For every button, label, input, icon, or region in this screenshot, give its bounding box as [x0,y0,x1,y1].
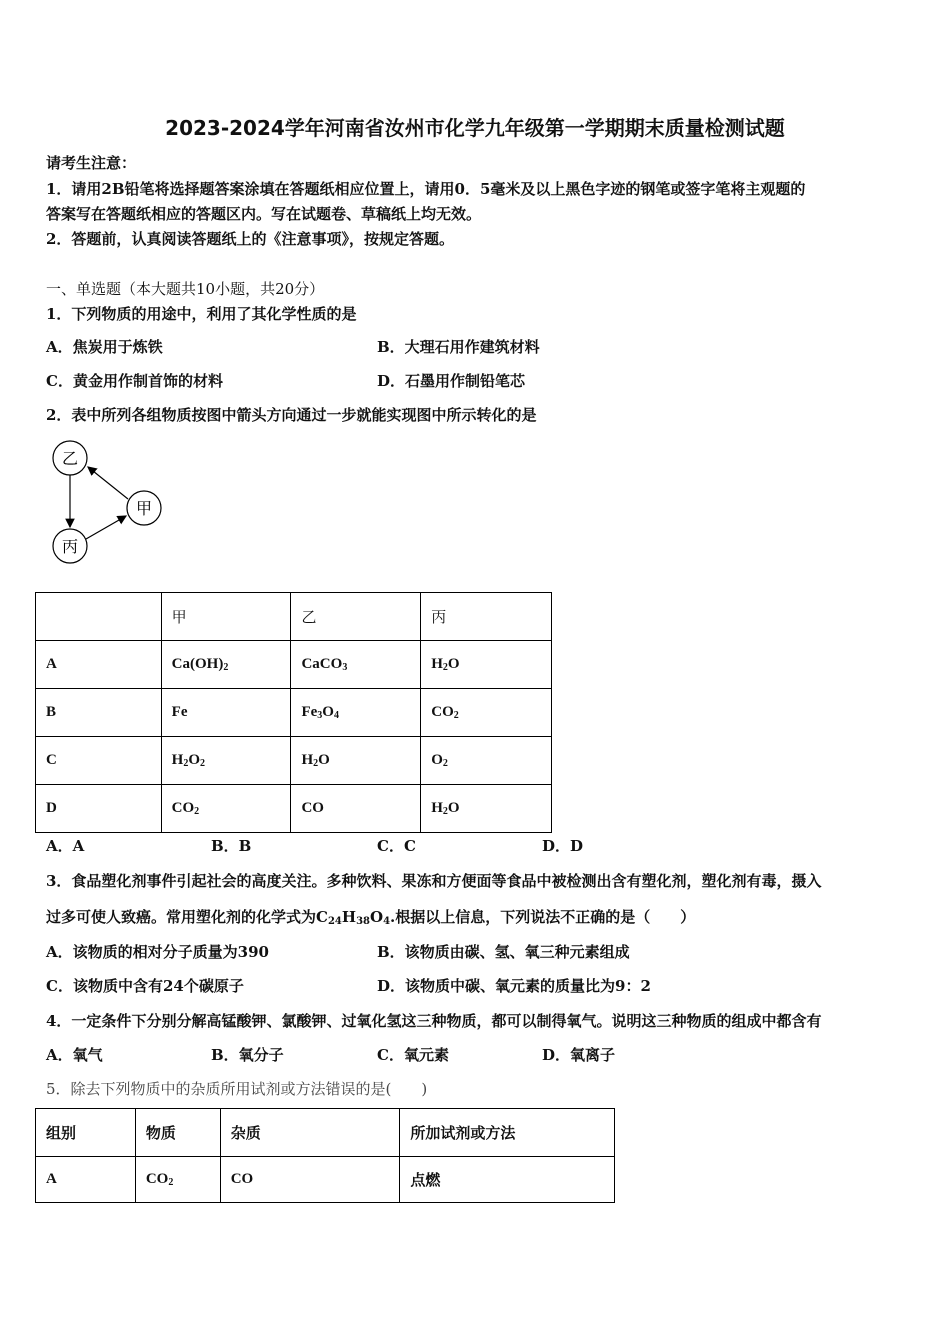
cell-yi: CaCO$_3$ [291,641,421,689]
q5-stem: 5．除去下列物质中的杂质所用试剂或方法错误的是( ) [46,1080,428,1098]
q1-stem: 1．下列物质的用途中，利用了其化学性质的是 [46,305,357,323]
notice-line-1b: 答案写在答题纸相应的答题区内。写在试题卷、草稿纸上均无效。 [46,205,482,223]
row-label: B [36,689,162,737]
arrow-bing-to-jia [86,516,126,539]
table-header-cell: 丙 [421,593,552,641]
q1-option-d: D．石墨用作制铅笔芯 [377,372,526,390]
cell-bing: $CO_2$ [421,689,552,737]
table-row [36,1157,615,1203]
node-yi-label: 乙 [61,449,79,468]
q1-option-b: B．大理石用作建筑材料 [377,338,540,356]
notice-line-2: 2．答题前，认真阅读答题纸上的《注意事项》，按规定答题。 [46,230,454,248]
q2-option-d: D．D [542,837,584,855]
row-label: A [36,1157,136,1203]
cell-yi: $H_2O$ [291,737,421,785]
q5-table [35,1108,615,1203]
q2-stem: 2．表中所列各组物质按图中箭头方向通过一步就能实现图中所示转化的是 [46,406,537,424]
table-header-cell: 甲 [161,593,291,641]
cell-yi: CO [291,785,421,833]
table-header-cell: 杂质 [220,1109,400,1157]
table-row [36,641,552,689]
table-header-row [36,1109,615,1157]
cell-impurity: CO [220,1157,400,1203]
q2-table [35,592,552,833]
row-label: D [36,785,162,833]
table-header-row [36,593,552,641]
cell-jia: $H_2O_2$ [161,737,291,785]
cell-bing: $H_2O$ [421,785,552,833]
conversion-diagram [40,432,180,572]
notice-line-1a: 1．请用2B铅笔将选择题答案涂填在答题纸相应位置上，请用0．5毫米及以上黑色字迹的钢笔或签字笔将主观题的 [46,180,806,198]
table-header-cell: 所加试剂或方法 [400,1109,615,1157]
q4-stem: 4．一定条件下分别分解高锰酸钾、氯酸钾、过氧化氢这三种物质，都可以制得氧气。说明这三种物质的组成中都含有 [46,1012,822,1030]
cell-bing: $H_2O$ [421,641,552,689]
node-jia-label: 甲 [135,499,153,518]
page-title: 2023-2024学年河南省汝州市化学九年级第一学期期末质量检测试题 [165,116,785,140]
q2-option-c: C．C [377,837,416,855]
q3-stem-line1: 3．食品塑化剂事件引起社会的高度关注。多种饮料、果冻和方便面等食品中被检测出含有塑化剂，塑化剂有毒，摄入 [46,872,822,890]
q1-option-a: A．焦炭用于炼铁 [46,338,163,356]
cell-jia: $CO_2$ [161,785,291,833]
cell-yi: $Fe_3O_4$ [291,689,421,737]
q4-option-d: D．氧离子 [542,1046,616,1064]
table-header-cell: 乙 [291,593,421,641]
table-row [36,785,552,833]
cell-substance: $CO_2$ [135,1157,220,1203]
q3-option-a: A．该物质的相对分子质量为390 [46,943,269,961]
table-row [36,689,552,737]
cell-bing: $O_2$ [421,737,552,785]
notice-heading: 请考生注意： [46,154,137,172]
table-row [36,737,552,785]
section-heading: 一、单选题（本大题共10小题，共20分） [46,280,325,298]
q1-option-c: C．黄金用作制首饰的材料 [46,372,223,390]
table-header-cell [36,593,162,641]
cell-jia: Fe [161,689,291,737]
q4-option-a: A．氧气 [46,1046,103,1064]
q3-option-d: D．该物质中碳、氧元素的质量比为9：2 [377,977,651,995]
q4-option-c: C．氧元素 [377,1046,449,1064]
table-header-cell: 组别 [36,1109,136,1157]
q4-option-b: B．氧分子 [211,1046,284,1064]
cell-method: 点燃 [400,1157,615,1203]
q3-option-b: B．该物质由碳、氢、氧三种元素组成 [377,943,630,961]
row-label: C [36,737,162,785]
cell-jia: $Ca(OH)_2$ [161,641,291,689]
q3-stem-line2: 过多可使人致癌。常用塑化剂的化学式为$C_{24}H_{38}O_4$.根据以上信息，下列说法不正确的是（ ） [46,908,696,927]
q3-option-c: C．该物质中含有24个碳原子 [46,977,244,995]
q2-option-b: B．B [211,837,252,855]
table-header-cell: 物质 [135,1109,220,1157]
node-bing-label: 丙 [61,537,79,556]
arrow-jia-to-yi [88,467,128,499]
row-label: A [36,641,162,689]
q2-option-a: A．A [46,837,85,855]
